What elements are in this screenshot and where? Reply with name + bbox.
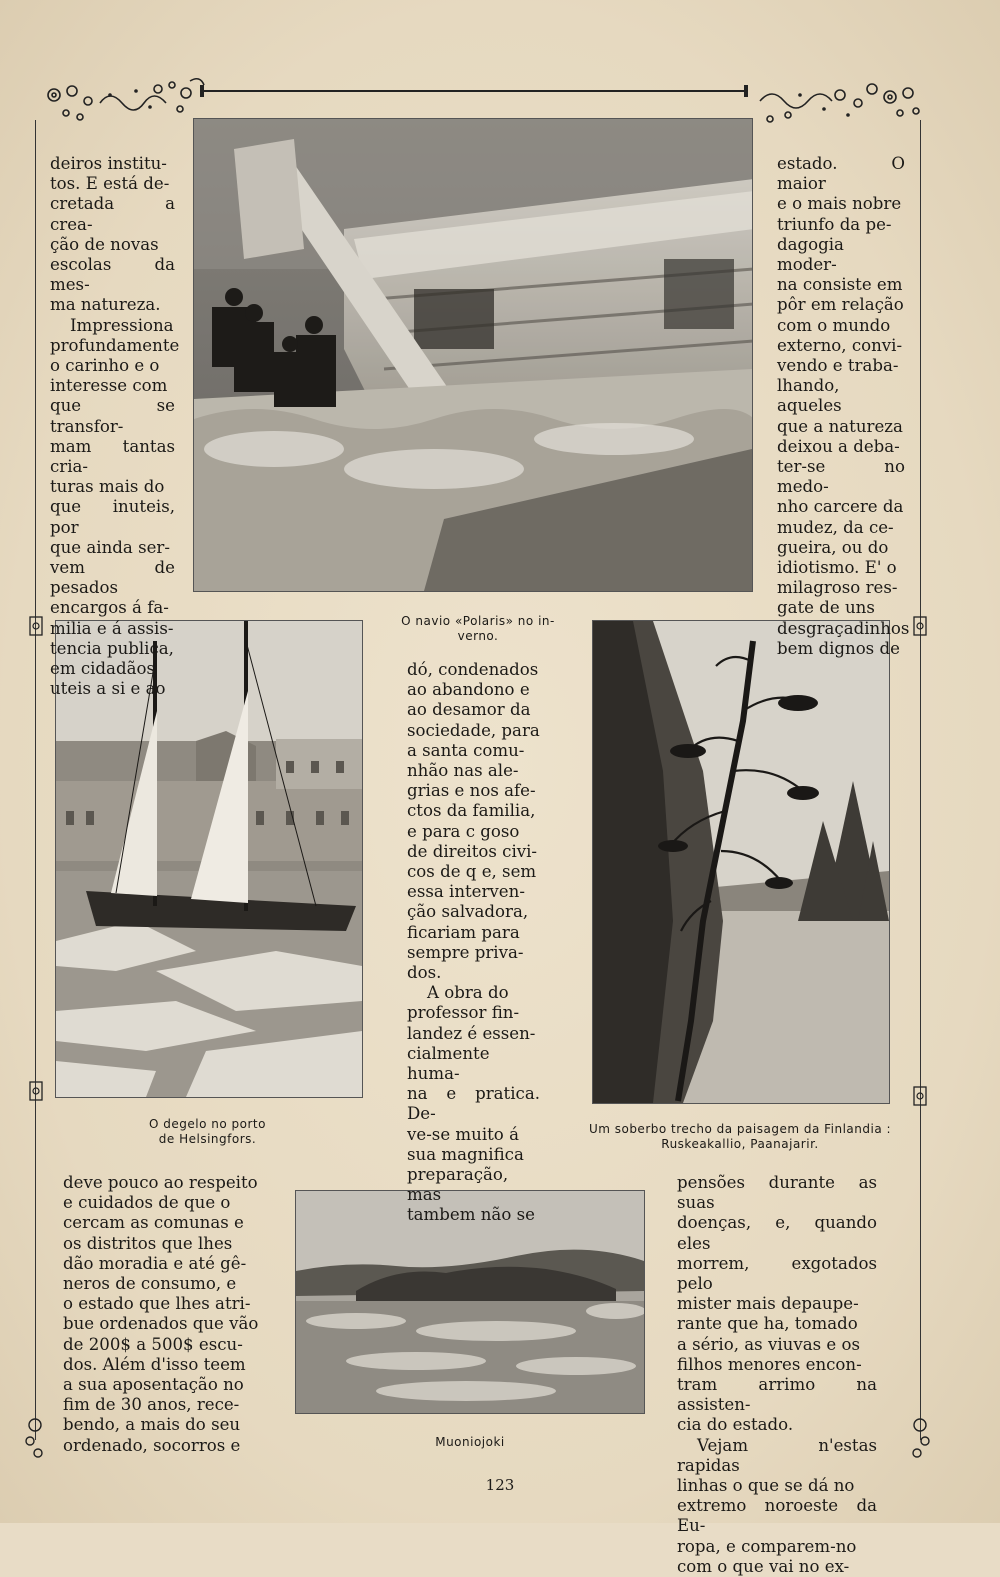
text-line: e para c goso: [407, 821, 520, 841]
text-line: desgraçadinhos: [777, 618, 910, 638]
text-line: cialmente huma-: [407, 1043, 490, 1084]
text-line: sempre priva-: [407, 942, 524, 962]
top-left-column: [50, 154, 180, 699]
right-side-mark-lower: [912, 1085, 928, 1107]
right-border-line: [920, 120, 921, 1440]
text-line: ropa, e comparem-no: [677, 1536, 857, 1556]
text-line: mister mais depaupe-: [677, 1294, 859, 1314]
left-side-mark-lower: [28, 1080, 44, 1102]
text-line: sociedade, para: [407, 720, 540, 740]
photo-polaris-ship: [193, 118, 753, 592]
text-line: tambem não se: [407, 1205, 535, 1225]
text-line: encargos á fa-: [50, 598, 169, 618]
text-line: rante que ha, tomado: [677, 1314, 858, 1334]
text-line: ção salvadora,: [407, 902, 529, 922]
text-line: preparação, mas: [407, 1165, 509, 1205]
text-line: ter-se no medo-: [777, 457, 905, 497]
text-line: mam tantas cria-: [50, 436, 175, 477]
text-line: a santa comu-: [407, 740, 525, 760]
left-border-line: [35, 120, 36, 1440]
text-line: bem dignos de: [777, 638, 900, 658]
text-line: a sério, as viuvas e os: [677, 1334, 860, 1354]
text-line: em cidadãos: [50, 659, 155, 679]
text-line: extremo noroeste da Eu-: [677, 1496, 877, 1536]
text-line: tencia publica,: [50, 638, 174, 658]
text-line: a sua aposentação no: [63, 1375, 244, 1395]
text-line: landez é essen-: [407, 1023, 536, 1043]
left-side-mark-upper: [28, 615, 44, 637]
bottom-left-column: [63, 1173, 261, 1456]
text-line: que a natureza: [777, 416, 903, 436]
text-line: neros de consumo, e: [63, 1274, 237, 1294]
top-right-column: [777, 154, 910, 659]
text-line: milia e á assis-: [50, 618, 174, 638]
text-line: dos.: [407, 963, 442, 983]
text-line: uteis a si e ao: [50, 679, 166, 699]
text-line: ctos da familia,: [407, 801, 536, 821]
text-line: fim de 30 anos, rece-: [63, 1395, 240, 1415]
text-line: o carinho e o: [50, 356, 160, 376]
text-line: ve-se muito á: [407, 1124, 519, 1144]
text-line: o estado que lhes atri-: [63, 1294, 251, 1314]
text-line: vendo e traba-: [777, 356, 899, 376]
text-line: tos. E está de-: [50, 174, 170, 194]
text-line: pôr em relação: [777, 295, 904, 315]
text-line: ao abandono e: [407, 680, 530, 700]
text-line: triunfo da pe-: [777, 214, 892, 234]
caption-helsingfors: O degelo no porto de Helsingfors.: [149, 1117, 266, 1146]
text-line: ficariam para: [407, 922, 520, 942]
text-line: deiros institu-: [50, 154, 167, 173]
text-line: deve pouco ao respeito: [63, 1173, 258, 1192]
text-line: dagogia moder-: [777, 234, 844, 275]
text-line: ma natureza.: [50, 295, 161, 315]
text-line: de direitos civi-: [407, 841, 538, 861]
page-number: 123: [485, 1476, 515, 1494]
text-line: ção de novas: [50, 234, 159, 254]
text-line: professor fin-: [407, 1003, 520, 1023]
text-line: gueira, ou do: [777, 537, 889, 557]
bottom-left-ornament: [20, 1415, 50, 1465]
text-line: que ainda ser-: [50, 537, 170, 557]
text-line: cercam as comunas e: [63, 1213, 244, 1233]
text-line: lhando, aqueles: [777, 376, 842, 416]
text-line: que se transfor-: [50, 396, 175, 436]
text-line: pensões durante as suas: [677, 1173, 877, 1213]
text-line: estado. O maior: [777, 154, 905, 194]
text-line: tram arrimo na assisten-: [677, 1375, 877, 1415]
text-line: nhão nas ale-: [407, 761, 519, 781]
text-line: na e pratica. De-: [407, 1084, 540, 1124]
text-line: morrem, exgotados pelo: [677, 1253, 877, 1294]
text-line: na consiste em: [777, 275, 903, 295]
text-line: bue ordenados que vão: [63, 1314, 259, 1334]
text-line: ordenado, socorros e: [63, 1435, 241, 1455]
middle-column: [407, 660, 540, 1226]
text-line: Impressiona: [70, 315, 174, 335]
text-line: bendo, a mais do seu: [63, 1415, 241, 1435]
top-left-ornament: [40, 75, 210, 135]
text-line: que inuteis, por: [50, 497, 175, 537]
text-line: A obra do: [427, 983, 509, 1003]
text-line: os distritos que lhes: [63, 1233, 233, 1253]
text-line: linhas o que se dá no: [677, 1476, 855, 1496]
bottom-right-ornament: [905, 1415, 935, 1465]
text-line: sua magnifica: [407, 1144, 524, 1164]
text-line: cia do estado.: [677, 1415, 794, 1435]
text-line: doenças, e, quando eles: [677, 1213, 877, 1253]
top-border-line: [200, 90, 745, 92]
text-line: e o mais nobre: [777, 194, 902, 214]
text-line: profundamente: [50, 335, 180, 355]
text-line: dó, condenados: [407, 660, 539, 679]
text-line: mudez, da ce-: [777, 517, 894, 537]
text-line: nho carcere da: [777, 497, 904, 517]
text-line: Vejam n'estas rapidas: [677, 1435, 877, 1475]
text-line: milagroso res-: [777, 578, 898, 598]
text-line: cretada a crea-: [50, 194, 175, 234]
text-line: de 200$ a 500$ escu-: [63, 1334, 243, 1354]
text-line: cos de q e, sem: [407, 862, 537, 882]
text-line: ao desamor da: [407, 700, 531, 720]
text-line: dão moradia e até gê-: [63, 1253, 247, 1273]
text-line: escolas da mes-: [50, 255, 175, 295]
photo-finlandia-landscape: [592, 620, 890, 1104]
text-line: vem de pesados: [50, 558, 175, 598]
caption-muoniojoki: Muoniojoki: [435, 1435, 505, 1449]
caption-polaris: O navio «Polaris» no in- verno.: [401, 614, 555, 643]
text-line: grias e nos afe-: [407, 781, 536, 801]
text-line: externo, convi-: [777, 335, 903, 355]
text-line: interesse com: [50, 376, 168, 396]
right-side-mark-upper: [912, 615, 928, 637]
text-line: com o que vai no ex-: [677, 1556, 850, 1576]
text-line: dos. Além d'isso teem: [63, 1354, 246, 1374]
bottom-right-column: [677, 1173, 877, 1577]
text-line: idiotismo. E' o: [777, 558, 897, 578]
text-line: essa interven-: [407, 882, 525, 902]
caption-finlandia: Um soberbo trecho da paisagem da Finlandia : Ruskeakallio, Paanajarir.: [588, 1122, 892, 1151]
text-line: turas mais do: [50, 477, 165, 497]
text-line: e cuidados de que o: [63, 1193, 231, 1213]
text-line: deixou a deba-: [777, 436, 900, 456]
text-line: gate de uns: [777, 598, 875, 618]
top-right-ornament: [740, 75, 925, 135]
text-line: filhos menores encon-: [677, 1354, 862, 1374]
text-line: com o mundo: [777, 315, 891, 335]
